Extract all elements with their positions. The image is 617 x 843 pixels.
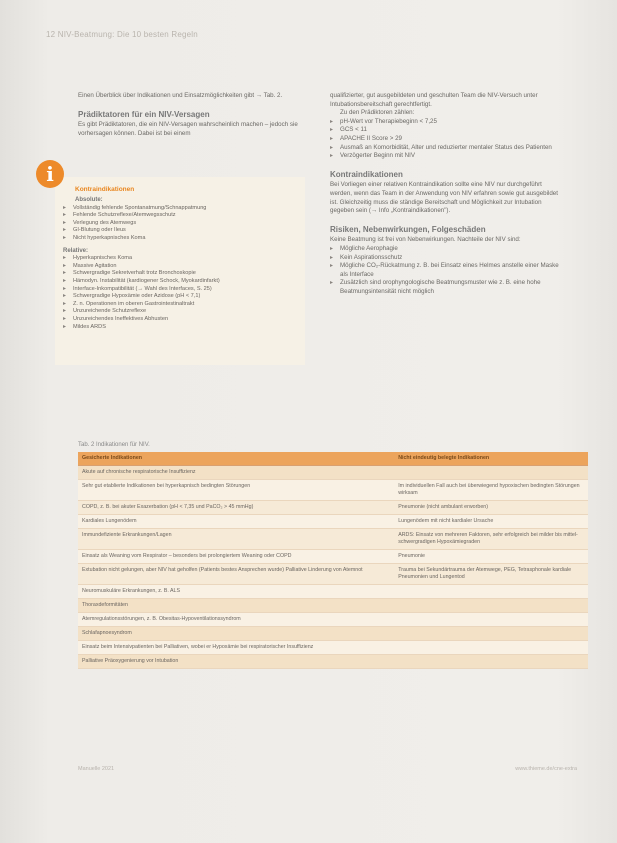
list-item: ▸ Mögliche CO₂-Rückatmung z. B. bei Einsatz eines Helmes anstelle einer Maske als Interface — [330, 262, 562, 279]
table-caption: Tab. 2 Indikationen für NIV. — [78, 442, 150, 448]
left-column — [78, 92, 306, 138]
list-item: ▸ Hämodyn. Instabilität (kardiogener Schock, Myokardinfarkt) — [63, 278, 301, 286]
intro-text: Einen Überblick über Indikationen und Einsatzmöglichkeiten gibt → Tab. 2. — [78, 92, 283, 99]
table-cell: Trauma bei Sekundärtrauma der Atemwege, PEG, Tetrasphonale kardiale Pneumonien und Lungentod — [394, 564, 588, 585]
table-body — [78, 466, 588, 669]
absolute-label: Absolute: — [75, 197, 103, 203]
table-cell: Lungenödem mit nicht kardialer Ursache — [394, 515, 588, 529]
list-item: ▸ Mögliche Aerophagie — [330, 245, 562, 254]
predictors-body: Es gibt Prädiktatoren, die ein NIV-Versagen wahrscheinlich machen – jedoch sie vorhersagen können. Dabei ist bei einem — [78, 121, 298, 137]
table-cell: Akute auf chronische respiratorische Insuffizienz — [78, 466, 588, 480]
relative-label: Relative: — [63, 247, 89, 254]
table-row — [78, 613, 588, 627]
list-item: ▸ Mildes ARDS — [63, 324, 301, 332]
list-item: ▸ Schwergradige Sekretverhalt trotz Bronchoskopie — [63, 270, 301, 278]
table-cell: Immundefiziente Erkrankungen/Lagen — [78, 529, 394, 550]
list-item: ▸ Nicht hyperkapnisches Koma — [63, 235, 301, 243]
list-item: ▸ APACHE II Score > 29 — [330, 135, 562, 144]
table-row — [78, 564, 588, 585]
list-item: ▸ Fehlende Schutzreflexe/Atemwegsschutz — [63, 212, 301, 220]
table-cell: Einsatz als Weaning vom Respirator – besonders bei prolongiertem Weaning oder COPD — [78, 550, 394, 564]
table-row — [78, 480, 588, 501]
table-row — [78, 466, 588, 480]
risk-heading: Risiken, Nebenwirkungen, Folgeschäden — [330, 224, 486, 234]
list-item: ▸ GI-Blutung oder Ileus — [63, 227, 301, 235]
list-item: ▸ Kein Aspirationsschutz — [330, 254, 562, 263]
predictors-heading: Prädiktatoren für ein NIV-Versagen — [78, 109, 210, 119]
absolute-list — [63, 205, 301, 243]
right-intro: qualifizierter, gut ausgebildeten und geschulten Team die NIV-Versuch unter Intubationsbereitschaft gerechtfertigt. — [330, 92, 538, 108]
table-cell: Pneumonie (nicht ambulant erworben) — [394, 501, 588, 515]
predictor-lead: Zu den Prädiktoren zählen: — [340, 109, 415, 117]
table-row — [78, 641, 588, 655]
column-header: Nicht eindeutig belegte Indikationen — [394, 452, 588, 466]
list-item: ▸ Massive Agitation — [63, 263, 301, 271]
list-item: ▸ Vollständig fehlende Spontanatmung/Schnappatmung — [63, 205, 301, 213]
list-item: ▸ Ausmaß an Komorbidität, Alter und reduzierter mentaler Status des Patienten — [330, 144, 562, 153]
table-cell: Schlafapnoesyndrom — [78, 627, 588, 641]
risk-list — [330, 245, 562, 297]
table-row — [78, 627, 588, 641]
running-header: 12 NIV-Beatmung: Die 10 besten Regeln — [46, 30, 198, 39]
info-icon: i — [36, 160, 64, 188]
table-cell: Palliative Präoxygenierung vor Intubation — [78, 655, 588, 669]
indications-table — [78, 452, 588, 669]
table-row — [78, 501, 588, 515]
right-column — [330, 92, 562, 296]
contra-heading: Kontraindikationen — [330, 169, 403, 179]
list-item: ▸ Z. n. Operationen im oberen Gastrointestinaltrakt — [63, 301, 301, 309]
contraindications-box — [55, 177, 305, 365]
list-item: ▸ Interface-Inkompatibilität (→ Wahl des Interfaces, S. 25) — [63, 286, 301, 294]
table-cell: Einsatz beim Intensivpatienten bei Palliativen, wobei er Hypoxämie bei respiratorischer Insuffizienz — [78, 641, 588, 655]
table-row — [78, 599, 588, 613]
list-item: ▸ Verlegung des Atemwegs — [63, 220, 301, 228]
list-item: ▸ GCS < 11 — [330, 126, 562, 135]
table-row — [78, 515, 588, 529]
list-item: ▸ pH-Wert vor Therapiebeginn < 7,25 — [330, 118, 562, 127]
table-cell: Thoraxdeformitäten — [78, 599, 588, 613]
list-item: ▸ Hyperkapnisches Koma — [63, 255, 301, 263]
table-row — [78, 585, 588, 599]
risk-lead: Keine Beatmung ist frei von Nebenwirkungen. Nachteile der NIV sind: — [330, 236, 521, 244]
footer-right: www.thieme.de/cne-extra — [515, 766, 577, 772]
table-cell: Kardiales Lungenödem — [78, 515, 394, 529]
table-cell: Sehr gut etablierte Indikationen bei hyperkapnisch bedingten Störungen — [78, 480, 394, 501]
list-item: ▸ Unzureichendes Ineffektives Abhusten — [63, 316, 301, 324]
table-cell: Im individuellen Fall auch bei überwiegend hypoxischen bedingten Störungen wirksam — [394, 480, 588, 501]
table-cell: Pneumonie — [394, 550, 588, 564]
table-cell — [394, 585, 588, 599]
table-cell: Extubation nicht gelungen, aber NIV hat geholfen (Patients bestes Ansprechen wurde) Palliative Linderung von Atemnot — [78, 564, 394, 585]
predictor-list — [330, 118, 562, 161]
list-item: ▸ Schwergradige Hypoxämie oder Azidose (pH < 7,1) — [63, 293, 301, 301]
table-cell: COPD, z. B. bei akuter Exazerbation (pH < 7,35 und PaCO₂ > 45 mmHg) — [78, 501, 394, 515]
table-row — [78, 529, 588, 550]
box-title: Kontraindikationen — [75, 186, 135, 193]
table-cell: Neuromuskuläre Erkrankungen, z. B. ALS — [78, 585, 394, 599]
contra-body: Bei Vorliegen einer relativen Kontraindikation sollte eine NIV nur durchgeführt werden, wenn das Team in der Anwendung von NIV erfahren sowie gut ausgebildet ist. Gleichzeitig muss die ständige Bereitschaft und Möglichkeit zur Intubation gegeben sein (→ Info „Kontraindikationen"). — [330, 181, 558, 215]
table-row — [78, 550, 588, 564]
footer-left: Manuelle 2021 — [78, 766, 115, 772]
list-item: ▸ Zusätzlich sind orophyngologische Beatmungsmuster wie z. B. eine hohe Beatmungsintensität nicht möglich — [330, 279, 562, 296]
table-row — [78, 655, 588, 669]
list-item: ▸ Verzögerter Beginn mit NIV — [330, 152, 562, 161]
column-header: Gesicherte Indikationen — [78, 452, 394, 466]
list-item: ▸ Unzureichende Schutzreflexe — [63, 308, 301, 316]
table-cell: ARDS: Einsatz von mehreren Faktoren, sehr erfolgreich bei milder bis mittel- schwergradigen Hypoxämiegraden — [394, 529, 588, 550]
relative-list — [63, 255, 301, 331]
table-cell: Atemregulationsstörungen, z. B. Obesitas-Hypoventilationssyndrom — [78, 613, 588, 627]
table-header-row — [78, 452, 588, 466]
